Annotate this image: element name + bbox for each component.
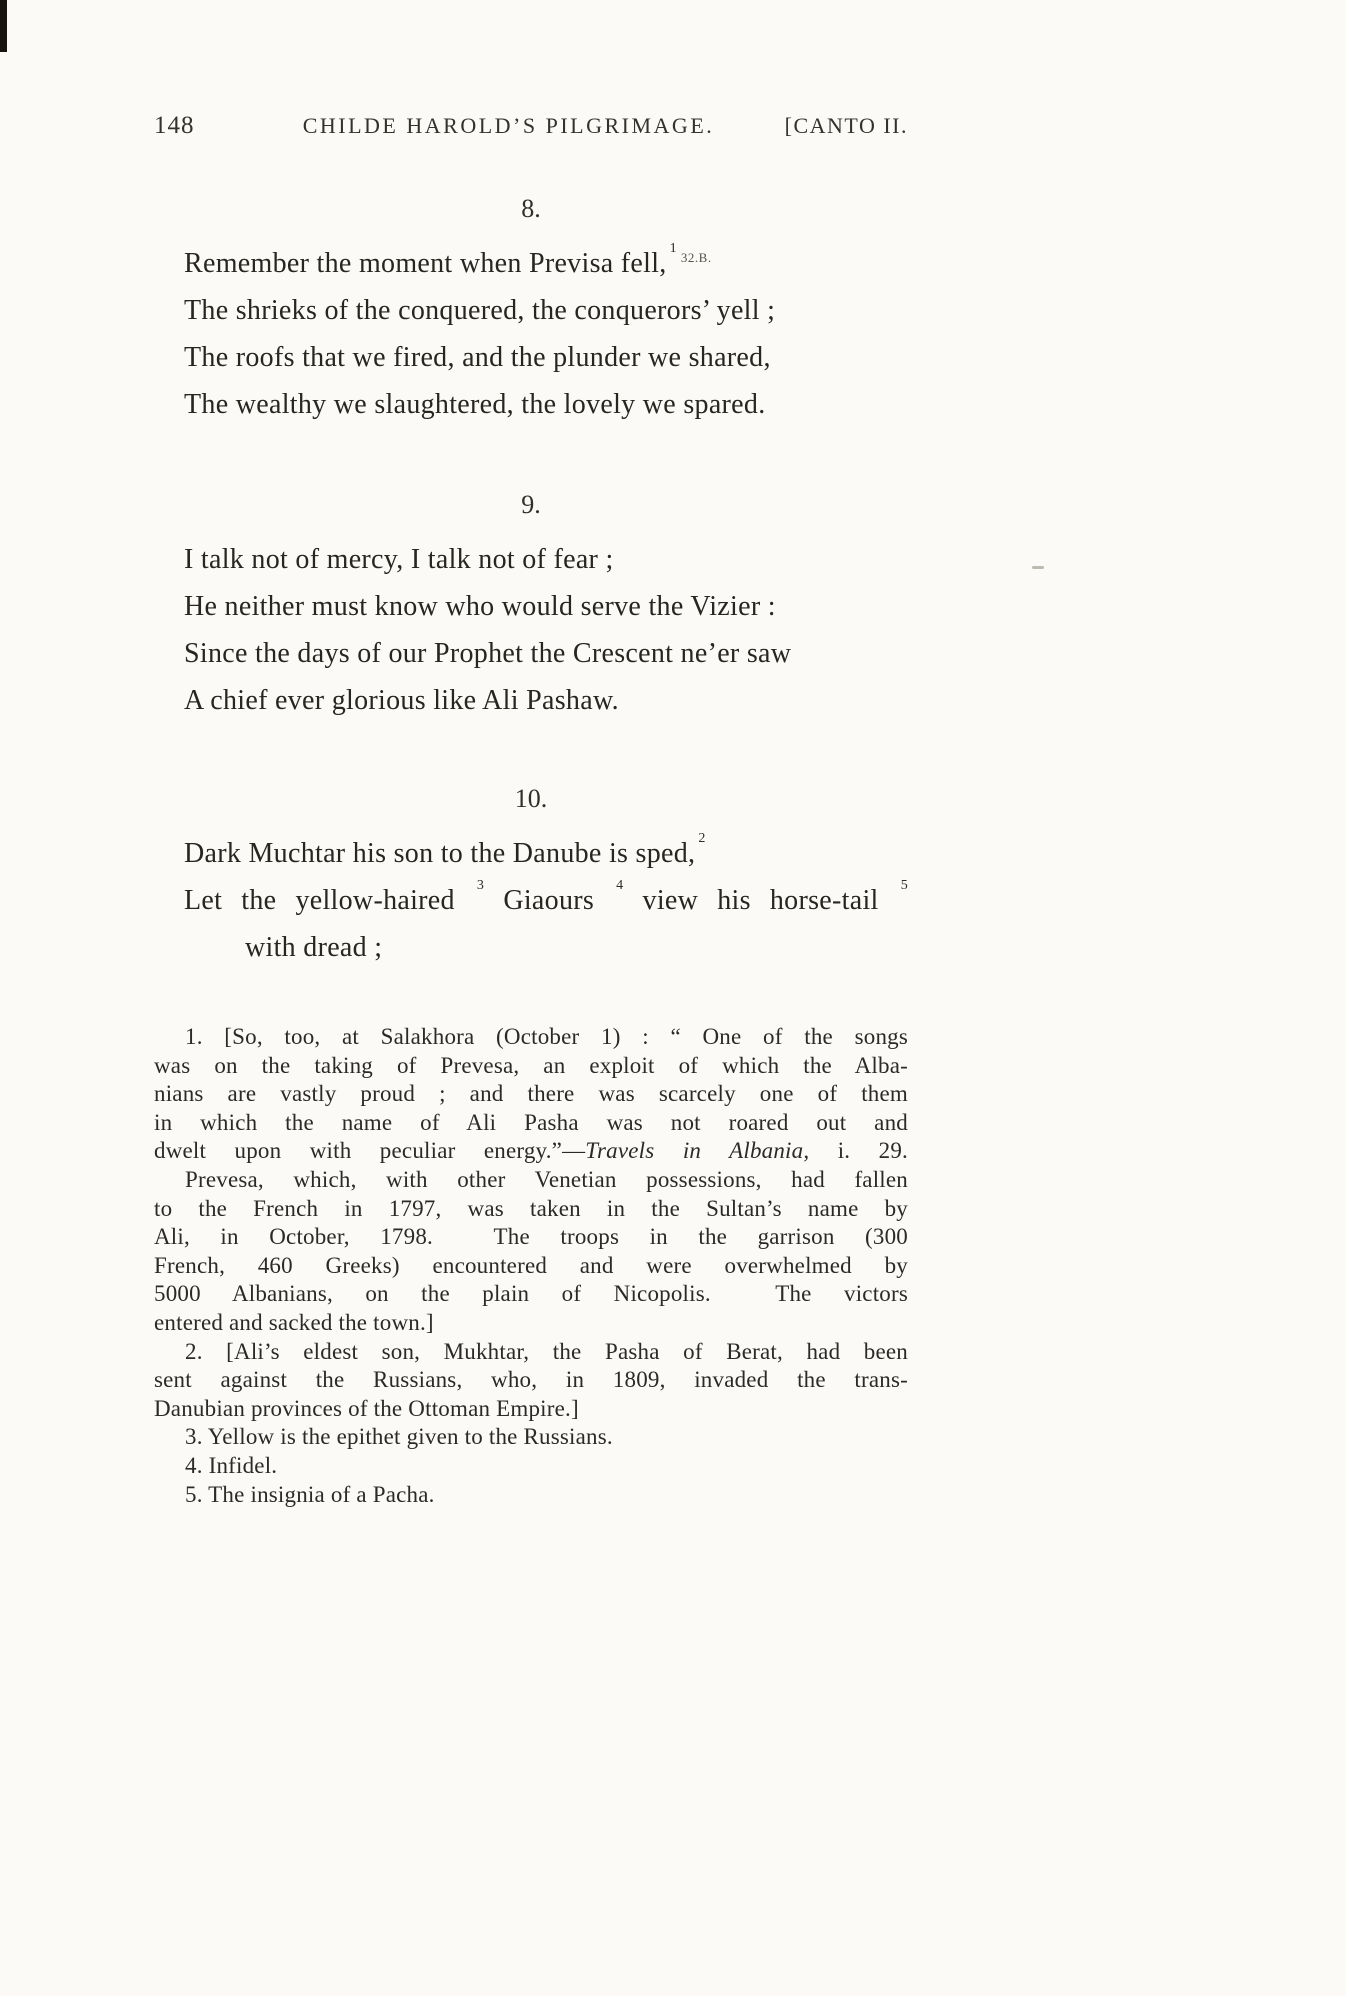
running-header (154, 112, 908, 140)
footnote-line: was on the taking of Prevesa, an exploit of which the Alba- (154, 1052, 908, 1078)
stanza-number-8: 8. (521, 194, 541, 223)
footnote-line: to the French in 1797, was taken in the Sultan’s name by (154, 1195, 908, 1221)
verse-text: view his horse-tail (642, 885, 879, 916)
verse-text: Let the yellow-haired (184, 885, 455, 916)
footnote-ref: 2 (698, 830, 706, 846)
footnote-text: i. 29. (809, 1138, 908, 1164)
verse-line-continuation: with dread ; (245, 932, 383, 963)
verse-line (154, 240, 908, 287)
stanza-number-9: 9. (521, 490, 541, 519)
margin-note: 32.B. (680, 250, 712, 265)
verse-text: Giaours (503, 885, 595, 916)
footnote-ref: 1 (669, 240, 677, 256)
footnote-line (154, 1137, 908, 1166)
stanza-10 (154, 830, 908, 971)
footnote-1 (154, 1023, 908, 1338)
verse-text: Dark Muchtar his son to the Danube is sped, (184, 838, 696, 869)
footnote-line: 4. Infidel. (185, 1452, 278, 1478)
page-number: 148 (154, 112, 195, 139)
verse-line: He neither must know who would serve the Vizier : (184, 591, 776, 622)
footnote-line: Ali, in October, 1798. The troops in the garrison (300 (154, 1224, 908, 1250)
footnote-line: nians are vastly proud ; and there was scarcely one of them (154, 1081, 908, 1107)
stanza-9 (154, 536, 908, 724)
verse-line: The roofs that we fired, and the plunder we shared, (184, 342, 771, 373)
footnote-line: 3. Yellow is the epithet given to the Russians. (185, 1424, 613, 1450)
verse-line: I talk not of mercy, I talk not of fear ; (184, 544, 614, 575)
verse-line: Since the days of our Prophet the Crescent ne’er saw (184, 638, 792, 669)
work-title-italic: Travels in Albania, (585, 1138, 810, 1164)
footnote-ref: 3 (476, 877, 485, 893)
page-content (154, 112, 908, 1509)
footnote-line: 5. The insignia of a Pacha. (185, 1481, 435, 1507)
verse-line (154, 830, 908, 877)
footnote-line: French, 460 Greeks) encountered and were overwhelmed by (154, 1252, 908, 1278)
footnote-line: entered and sacked the town.] (154, 1309, 434, 1335)
footnote-3 (154, 1423, 908, 1452)
footnote-line: Danubian provinces of the Ottoman Empire.] (154, 1395, 579, 1421)
verse-line (154, 877, 908, 924)
footnote-4 (154, 1452, 908, 1481)
footnote-text: dwelt upon with peculiar energy.”— (154, 1138, 586, 1164)
footnote-ref: 5 (900, 877, 908, 893)
footnote-line: in which the name of Ali Pasha was not roared out and (154, 1109, 908, 1135)
footnote-2 (154, 1338, 908, 1424)
footnote-line: Prevesa, which, with other Venetian possessions, had fallen (185, 1166, 908, 1192)
footnote-5 (154, 1481, 908, 1510)
verse-line: The wealthy we slaughtered, the lovely we spared. (184, 389, 766, 420)
scan-artifact (0, 0, 7, 52)
footnote-line: 5000 Albanians, on the plain of Nicopolis. The victors (154, 1281, 908, 1307)
stanza-8 (154, 240, 908, 428)
footnote-line: sent against the Russians, who, in 1809, invaded the trans- (154, 1367, 908, 1393)
footnote-line: 2. [Ali’s eldest son, Mukhtar, the Pasha of Berat, had been (185, 1338, 908, 1364)
verse-text: Remember the moment when Previsa fell, (184, 248, 667, 279)
verse-line: A chief ever glorious like Ali Pashaw. (184, 685, 619, 716)
footnote-line: 1. [So, too, at Salakhora (October 1) : “ One of the songs (185, 1024, 908, 1049)
footnotes-section (154, 1023, 908, 1509)
verse-line: The shrieks of the conquered, the conquerors’ yell ; (184, 295, 776, 326)
running-title: CHILDE HAROLD’S PILGRIMAGE. (302, 113, 715, 138)
canto-label: [CANTO II. (784, 113, 908, 138)
footnote-ref: 4 (616, 877, 624, 893)
stanza-number-10: 10. (514, 784, 548, 813)
scan-speck (1032, 566, 1044, 569)
